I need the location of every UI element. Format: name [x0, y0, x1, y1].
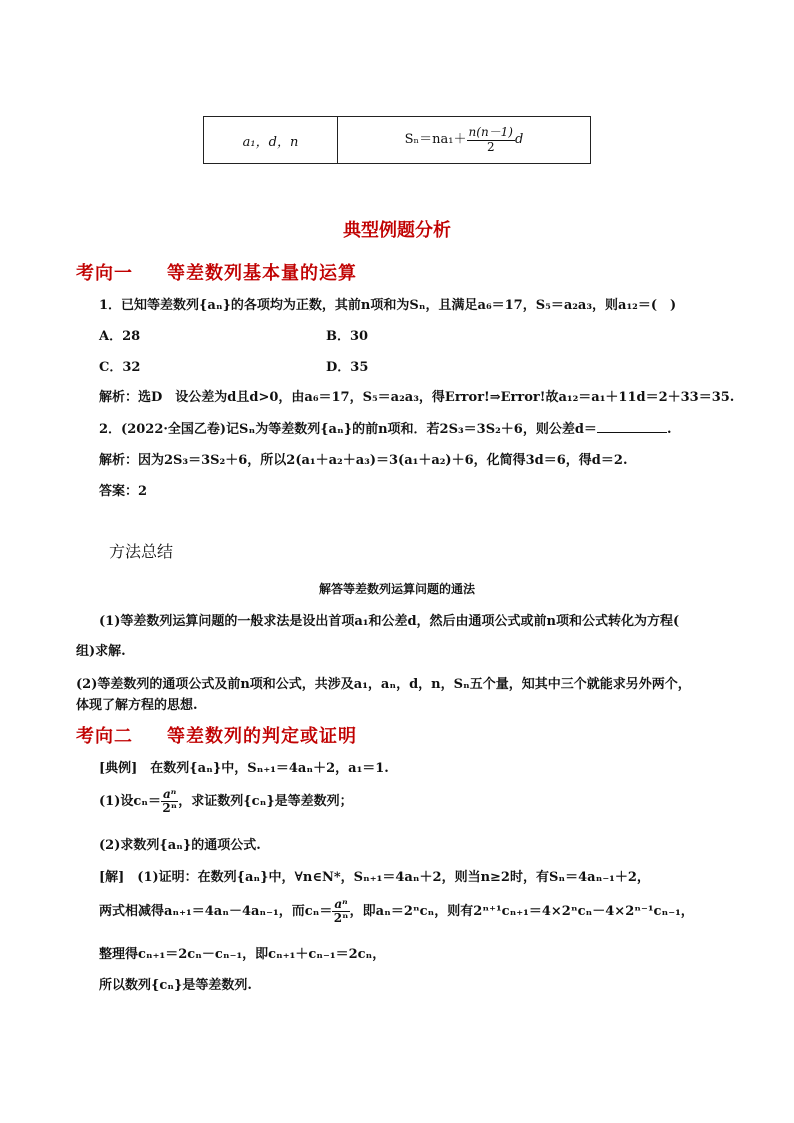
method-p2-line2: 体现了解方程的思想. [76, 698, 198, 713]
example-solution-line4: 所以数列{cₙ}是等差数列. [99, 978, 252, 993]
formula-frac-den: 2 [486, 139, 495, 154]
example-part1-pre: (1)设cₙ＝ [99, 794, 162, 810]
example-part1-fraction [161, 788, 178, 815]
example-part1-post: ，求证数列{cₙ}是等差数列； [178, 794, 353, 810]
answer-blank [597, 420, 667, 433]
example-stem: [典例] 在数列{aₙ}中，Sₙ₊₁＝4aₙ＋2，a₁＝1. [99, 761, 389, 776]
section1-heading [76, 259, 357, 285]
section1-label: 考向一 [76, 263, 133, 284]
formula-fraction [467, 126, 515, 153]
example-part1-den: 2ⁿ [162, 801, 177, 816]
section2-heading [76, 722, 357, 748]
example-solution-line1: [解] (1)证明：在数列{aₙ}中，∀n∈N*，Sₙ₊₁＝4aₙ＋2，则当n≥2时，有Sₙ＝4aₙ₋₁＋2， [99, 870, 650, 885]
formula-suffix: d [515, 132, 524, 148]
example-sol2-pre: 两式相减得aₙ₊₁＝4aₙ－4aₙ₋₁，而cₙ＝ [99, 904, 333, 920]
example-sol2-den: 2ⁿ [333, 911, 349, 926]
example-solution-line3: 整理得cₙ₊₁＝2cₙ－cₙ₋₁，即cₙ₊₁＋cₙ₋₁＝2cₙ， [99, 947, 386, 962]
question1-option-a: A．28 [99, 329, 141, 344]
formula-frac-num: n(n－1) [468, 125, 513, 140]
example-sol2-fraction [332, 898, 349, 925]
question2-stem [99, 418, 671, 437]
method-p1-line2: 组)求解. [76, 644, 126, 659]
method-p2-line1: (2)等差数列的通项公式及前n项和公式，共涉及a₁，aₙ，d，n，Sₙ五个量，知其中三个就能求另外两个， [76, 677, 691, 692]
example-sol2-post: ，即aₙ＝2ⁿcₙ，则有2ⁿ⁺¹cₙ₊₁＝4×2ⁿcₙ－4×2ⁿ⁻¹cₙ₋₁， [349, 904, 694, 920]
question2-answer: 答案：2 [99, 484, 148, 499]
question1-option-d: D．35 [326, 360, 369, 375]
example-sol2-num: aⁿ [334, 897, 348, 911]
question1-stem: 1．已知等差数列{aₙ}的各项均为正数，其前n项和为Sₙ，且满足a₆＝17，S₅＝a₂a₃，则a₁₂＝( ) [99, 298, 677, 313]
formula-table-variables: a₁，d，n [204, 117, 338, 164]
question1-option-b: B．30 [326, 329, 369, 344]
question2-solution: 解析：因为2S₃＝3S₂＋6，所以2(a₁＋a₂＋a₃)＝3(a₁＋a₂)＋6，化简得3d＝6，得d＝2. [99, 453, 628, 468]
example-part1-num: aⁿ [163, 787, 177, 801]
question1-option-c: C．32 [99, 360, 141, 375]
method-p1-line1: (1)等差数列运算问题的一般求法是设出首项a₁和公差d，然后由通项公式或前n项和公式转化为方程( [99, 614, 680, 629]
page-section-title: 典型例题分析 [343, 220, 451, 241]
formula-table-formula [338, 117, 591, 164]
question1-solution: 解析：选D 设公差为d且d>0，由a₆＝17，S₅＝a₂a₃，得Error!⇒Error!故a₁₂＝a₁＋11d＝2＋33＝35. [99, 390, 735, 405]
section2-title: 等差数列的判定或证明 [167, 726, 357, 747]
section2-label: 考向二 [76, 726, 133, 747]
method-subtitle: 解答等差数列运算问题的通法 [318, 582, 475, 596]
example-solution-line2 [99, 898, 694, 925]
method-heading: 方法总结 [109, 542, 174, 561]
formula-table [203, 116, 591, 164]
question2-stem-text: 2．(2022·全国乙卷)记Sₙ为等差数列{aₙ}的前n项和．若2S₃＝3S₂＋6，则公差d＝ [99, 422, 597, 437]
example-part1 [99, 788, 353, 815]
formula-prefix: Sₙ＝na₁＋ [404, 132, 467, 148]
section1-title: 等差数列基本量的运算 [167, 263, 357, 284]
example-part2: (2)求数列{aₙ}的通项公式. [99, 838, 261, 853]
question2-stem-end: . [666, 422, 672, 437]
